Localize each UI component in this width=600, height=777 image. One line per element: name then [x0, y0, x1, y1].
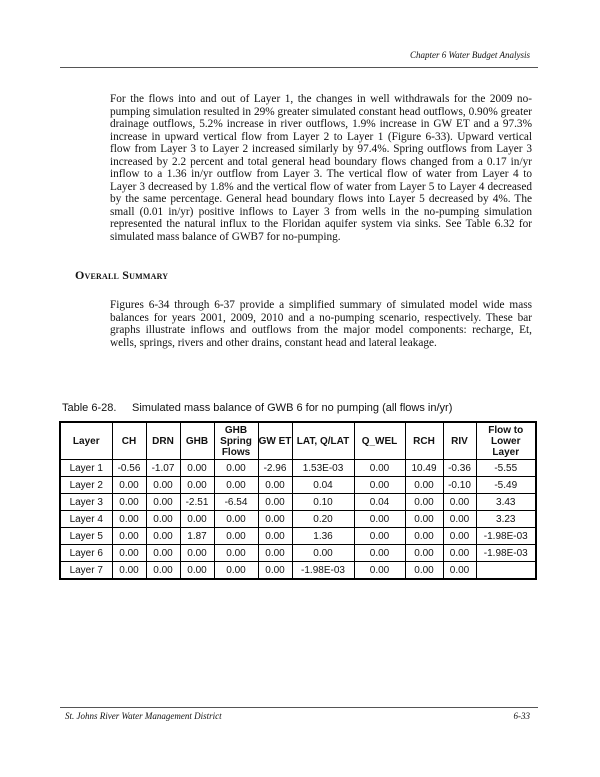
table-cell: 0.00 [258, 494, 292, 511]
table-cell: 1.53E-03 [292, 460, 354, 477]
table-cell: 0.00 [354, 460, 405, 477]
col-header-layer: Layer [60, 422, 112, 460]
table-cell: -6.54 [214, 494, 258, 511]
table-cell: 0.00 [180, 545, 214, 562]
body-paragraph-layer1: For the flows into and out of Layer 1, the changes in well withdrawals for the 2009 no-pumping simulation resulted in 29% greater simulated constant head outflows, 0.90% greater drainage outflows, 5.2% increase in river outflows, 1.9% increase in GW ET and a 97.3% increase in upward vertical flow from Layer 2 to Layer 1 (Figure 6-33). Upward vertical flow from Layer 3 to Layer 2 increased similarly by 97.4%. Spring outflows from Layer 3 increased by 2.2 percent and total general head boundary flows changed from a 0.17 in/yr inflow to a 1.36 in/yr outflow from Layer 3. The vertical flow of water from Layer 4 to Layer 3 decreased by 1.8% and the vertical flow of water from Layer 5 to Layer 4 decreased by the same percentage. General head boundary flows into Layer 5 decreased by 4%. The small (0.01 in/yr) positive inflows to Layer 3 from wells in the no-pumping simulation represented the natural influx to the Floridan aquifer system via sinks. See Table 6.32 for simulated mass balance of GWB7 for no-pumping. [110, 93, 532, 243]
table-header-row [60, 422, 536, 460]
table-cell: 0.00 [112, 494, 146, 511]
table-cell: 10.49 [405, 460, 443, 477]
table-cell: -1.98E-03 [476, 545, 536, 562]
table-cell: 3.23 [476, 511, 536, 528]
table-cell: 0.00 [354, 562, 405, 580]
table-cell: 0.00 [405, 511, 443, 528]
table-cell: 0.00 [214, 511, 258, 528]
table-cell: 0.00 [258, 545, 292, 562]
table-row [60, 511, 536, 528]
table-cell: 0.00 [112, 477, 146, 494]
table-row [60, 545, 536, 562]
col-header-q-wel: Q_WEL [354, 422, 405, 460]
table-cell: Layer 5 [60, 528, 112, 545]
body-paragraph-summary: Figures 6-34 through 6-37 provide a simplified summary of simulated model wide mass balances for years 2001, 2009, 2010 and a no-pumping scenario, respectively. These bar graphs illustrate inflows and outflows from the major model components: recharge, Et, wells, springs, rivers and other drains, constant head and lateral leakage. [110, 299, 532, 349]
col-header-ch: CH [112, 422, 146, 460]
table-cell: 3.43 [476, 494, 536, 511]
table-cell: 0.00 [354, 511, 405, 528]
table-cell: -5.55 [476, 460, 536, 477]
table-cell: Layer 2 [60, 477, 112, 494]
table-cell [476, 562, 536, 580]
table-cell: 0.00 [258, 477, 292, 494]
table-row [60, 477, 536, 494]
table-cell: Layer 1 [60, 460, 112, 477]
page-number: 6-33 [513, 711, 530, 721]
table-cell: 0.00 [292, 545, 354, 562]
col-header-flow-to-lower: Flow to Lower Layer [476, 422, 536, 460]
table-cell: 0.00 [214, 460, 258, 477]
col-header-lat: LAT, Q/LAT [292, 422, 354, 460]
table-cell: Layer 4 [60, 511, 112, 528]
table-cell: 0.00 [180, 562, 214, 580]
table-cell: -1.98E-03 [476, 528, 536, 545]
table-cell: -1.07 [146, 460, 180, 477]
table-cell: Layer 3 [60, 494, 112, 511]
table-cell: 0.00 [258, 528, 292, 545]
table-cell: -5.49 [476, 477, 536, 494]
table-cell: -2.96 [258, 460, 292, 477]
table-cell: 0.00 [258, 562, 292, 580]
table-cell: 0.00 [405, 477, 443, 494]
table-cell: 0.00 [443, 562, 476, 580]
table-cell: 0.10 [292, 494, 354, 511]
col-header-rch: RCH [405, 422, 443, 460]
table-cell: 0.20 [292, 511, 354, 528]
table-cell: 0.00 [354, 528, 405, 545]
table-cell: 0.00 [405, 562, 443, 580]
table-cell: 0.00 [112, 528, 146, 545]
col-header-ghb-spring-flows: GHB Spring Flows [214, 422, 258, 460]
col-header-riv: RIV [443, 422, 476, 460]
table-cell: 0.00 [443, 545, 476, 562]
table-cell: Layer 7 [60, 562, 112, 580]
table-caption-text: Simulated mass balance of GWB 6 for no pumping (all flows in/yr) [132, 402, 453, 414]
table-cell: 1.36 [292, 528, 354, 545]
table-cell: 0.04 [354, 494, 405, 511]
footer-organization: St. Johns River Water Management District [65, 711, 222, 721]
table-cell: 1.87 [180, 528, 214, 545]
table-cell: 0.00 [443, 528, 476, 545]
table-cell: 0.00 [146, 545, 180, 562]
table-cell: 0.00 [354, 477, 405, 494]
table-cell: 0.00 [146, 477, 180, 494]
table-cell: 0.00 [180, 460, 214, 477]
table-cell: 0.00 [258, 511, 292, 528]
table-cell: 0.04 [292, 477, 354, 494]
header-rule [60, 67, 538, 68]
table-cell: -1.98E-03 [292, 562, 354, 580]
table-cell: 0.00 [146, 511, 180, 528]
section-heading-overall-summary: Overall Summary [75, 268, 169, 282]
table-cell: 0.00 [112, 545, 146, 562]
table-row [60, 528, 536, 545]
table-cell: 0.00 [214, 562, 258, 580]
table-cell: 0.00 [180, 477, 214, 494]
table-cell: 0.00 [405, 528, 443, 545]
table-cell: -2.51 [180, 494, 214, 511]
table-cell: 0.00 [180, 511, 214, 528]
table-caption-label: Table 6-28. [62, 402, 117, 414]
col-header-gw-et: GW ET [258, 422, 292, 460]
table-cell: 0.00 [443, 494, 476, 511]
table-cell: 0.00 [146, 494, 180, 511]
table-cell: 0.00 [443, 511, 476, 528]
table-cell: 0.00 [214, 545, 258, 562]
table-cell: 0.00 [146, 528, 180, 545]
table-cell: 0.00 [214, 528, 258, 545]
table-cell: 0.00 [405, 545, 443, 562]
running-header: Chapter 6 Water Budget Analysis [410, 50, 530, 60]
table-cell: -0.56 [112, 460, 146, 477]
footer-rule [60, 707, 538, 708]
table-caption [62, 402, 452, 414]
col-header-ghb: GHB [180, 422, 214, 460]
table-cell: 0.00 [112, 511, 146, 528]
table-row [60, 494, 536, 511]
table-cell: 0.00 [354, 545, 405, 562]
mass-balance-table [59, 421, 537, 580]
col-header-drn: DRN [146, 422, 180, 460]
table-row [60, 460, 536, 477]
table-body [60, 460, 536, 580]
table-cell: 0.00 [405, 494, 443, 511]
table-cell: Layer 6 [60, 545, 112, 562]
table-cell: -0.36 [443, 460, 476, 477]
table-cell: 0.00 [214, 477, 258, 494]
table-cell: 0.00 [112, 562, 146, 580]
table-cell: -0.10 [443, 477, 476, 494]
table-cell: 0.00 [146, 562, 180, 580]
table-row [60, 562, 536, 580]
